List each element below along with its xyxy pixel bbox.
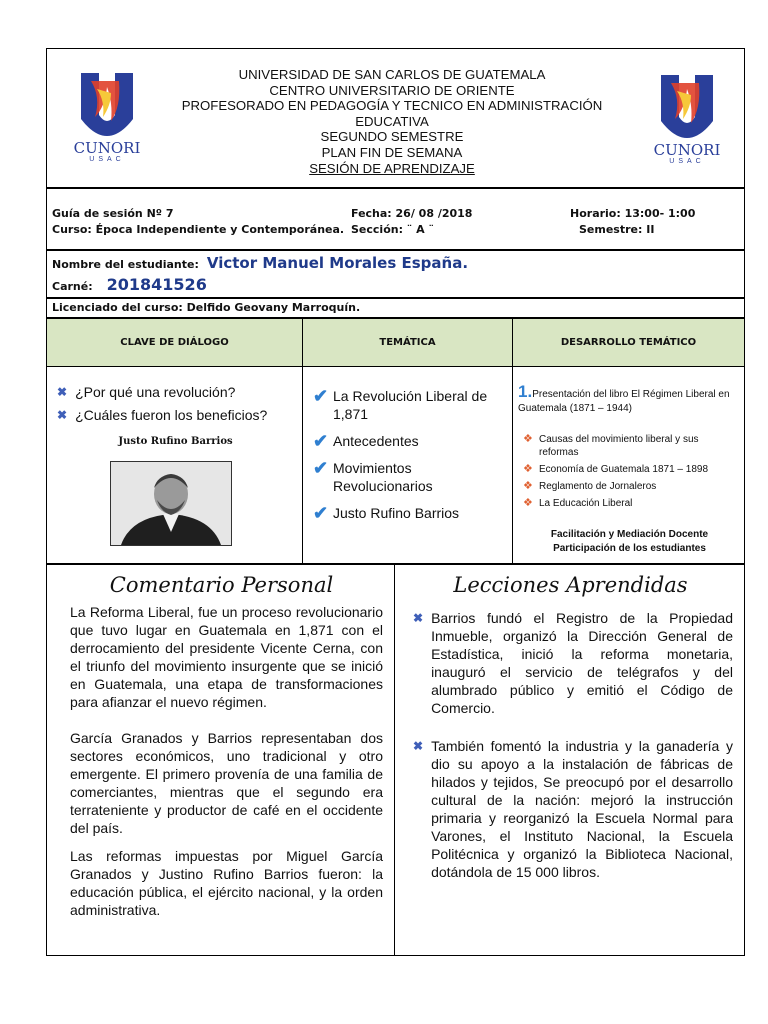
licenciado-row <box>46 298 745 318</box>
comentario-paragraph: La Reforma Liberal, fue un proceso revolucionario que tuvo lugar en Guatemala en 1,871 con el derrocamiento del presidente Vicente Cerna, con el triunfo del movimiento insurgente que se inició en Guatemala, una etapa de transformaciones para afianzar el nuevo régimen. <box>70 604 383 710</box>
logo-text-right: CUNORI <box>653 141 721 159</box>
desarrollo-cell <box>512 366 745 564</box>
licenciado-label: Licenciado del curso: Delfido Geovany Marroquín. <box>52 301 361 314</box>
question-item <box>57 383 267 402</box>
desarrollo-number: 1. <box>518 382 533 401</box>
student-name-line <box>52 254 468 272</box>
desarrollo-item <box>523 497 739 510</box>
diamond-bullet-icon: ❖ <box>523 433 533 445</box>
desarrollo-intro: Presentación del libro El Régimen Liberal en Guatemala (1871 – 1944) <box>518 389 730 414</box>
tematica-text: Movimientos Revolucionarios <box>333 460 433 494</box>
leccion-text: Barrios fundó el Registro de la Propiedad Inmueble, organizó la Dirección General de Estadística, inició la reforma monetaria, inauguró el servicio de telégrafos y del alumbrado público y emitió el Código de Comercio. <box>431 610 733 716</box>
desarrollo-intro-line <box>518 382 740 416</box>
tematica-text: Antecedentes <box>333 433 419 449</box>
tematica-text: La Revolución Liberal de 1,871 <box>333 388 488 422</box>
header-plan: PLAN FIN DE SEMANA <box>321 144 463 160</box>
desarrollo-item-text: Economía de Guatemala 1871 – 1898 <box>539 464 709 475</box>
col-header-desarrollo: DESARROLLO TEMÁTICO <box>512 318 745 367</box>
cunori-logo-right <box>641 69 733 169</box>
carne-label: Carné: <box>52 280 93 293</box>
tematica-item <box>313 504 507 522</box>
diamond-bullet-icon: ❖ <box>523 463 533 475</box>
checkmark-icon: ✔ <box>313 458 329 478</box>
x-bullet-icon: ✖ <box>57 385 68 399</box>
tematica-item <box>313 459 507 495</box>
portrait-image-icon <box>111 462 231 545</box>
question-item <box>57 406 267 425</box>
header-program: PROFESORADO EN PEDAGOGÍA Y TECNICO EN ADMINISTRACIÓN <box>181 98 603 114</box>
col-header-tematica: TEMÁTICA <box>302 318 513 367</box>
header-text <box>157 67 627 176</box>
lecciones-aprendidas-section <box>394 564 745 956</box>
student-name-label: Nombre del estudiante: <box>52 258 199 271</box>
semestre-label: Semestre: II <box>579 223 655 236</box>
col-header-clave: CLAVE DE DIÁLOGO <box>46 318 303 367</box>
logo-text-left: CUNORI <box>73 139 141 157</box>
comentario-title: Comentario Personal <box>109 573 334 597</box>
seccion-label: Sección: ¨ A ¨ <box>351 223 434 236</box>
carne-value: 201841526 <box>106 275 207 294</box>
clave-cell <box>46 366 303 564</box>
carne-line <box>52 275 207 294</box>
tematica-item <box>313 432 507 450</box>
leccion-item <box>413 737 733 881</box>
tematica-cell <box>302 366 513 564</box>
tematica-item <box>313 387 507 423</box>
comentario-paragraph: García Granados y Barrios representaban dos sectores económicos, uno tradicional y otro emergente. El primero provenía de una familia de comerciantes, mientras que el segundo era terrateniente y productor de café en el occidente del país. <box>70 730 383 836</box>
desarrollo-item <box>523 433 739 459</box>
student-name: Victor Manuel Morales España. <box>206 254 469 272</box>
leccion-item <box>413 609 733 717</box>
header-program-2: EDUCATIVA <box>355 113 429 129</box>
checkmark-icon: ✔ <box>313 431 329 451</box>
desarrollo-item <box>523 463 739 476</box>
horario-label: Horario: 13:00- 1:00 <box>570 207 696 220</box>
participacion-label: Participación de los estudiantes <box>553 543 706 554</box>
cunori-logo-left <box>61 67 153 167</box>
session-info-row <box>46 188 745 250</box>
comentario-paragraph: Las reformas impuestas por Miguel García Granados y Justino Rufino Barrios fueron: la educación pública, el ejército nacional, y la orden administrativa. <box>70 848 383 918</box>
comentario-personal-section <box>46 564 395 956</box>
diamond-bullet-icon: ❖ <box>523 497 533 509</box>
checkmark-icon: ✔ <box>313 386 329 406</box>
header-session-title: SESIÓN DE APRENDIZAJE <box>309 160 475 176</box>
header-semester: SEGUNDO SEMESTRE <box>320 129 464 145</box>
logo-sub-left: USAC <box>89 156 125 163</box>
question-text: ¿Por qué una revolución? <box>75 384 236 400</box>
logo-sub-right: USAC <box>669 158 705 165</box>
x-bullet-icon: ✖ <box>57 408 68 422</box>
header-center: CENTRO UNIVERSITARIO DE ORIENTE <box>269 82 515 98</box>
question-text: ¿Cuáles fueron los beneficios? <box>75 407 268 423</box>
desarrollo-item-text: La Educación Liberal <box>539 498 633 509</box>
checkmark-icon: ✔ <box>313 503 329 523</box>
lecciones-title: Lecciones Aprendidas <box>453 573 688 597</box>
student-row <box>46 250 745 298</box>
barrios-portrait <box>110 461 232 546</box>
guia-label: Guía de sesión Nº 7 <box>52 207 174 220</box>
desarrollo-item-text: Reglamento de Jornaleros <box>539 481 657 492</box>
header-block <box>46 48 745 188</box>
facilitacion-label: Facilitación y Mediación Docente <box>550 529 709 540</box>
header-university: UNIVERSIDAD DE SAN CARLOS DE GUATEMALA <box>238 67 546 82</box>
desarrollo-item <box>523 480 739 493</box>
curso-label: Curso: Época Independiente y Contemporánea. <box>52 223 345 236</box>
tematica-text: Justo Rufino Barrios <box>333 505 460 521</box>
leccion-text: También fomentó la industria y la ganadería y dio su apoyo a la instalación de fábricas de hilados y tejidos, Se preocupó por el desarrollo cultural de la nación: mejoró la instrucción primaria y reorganizó la Escuela Normal para Varones, el Instituto Nacional, la Escuela Politécnica y organizó la Biblioteca Nacional, dotándola de 15 000 libros. <box>431 738 733 880</box>
diamond-bullet-icon: ❖ <box>523 480 533 492</box>
portrait-caption: Justo Rufino Barrios <box>118 436 233 447</box>
fecha-label: Fecha: 26/ 08 /2018 <box>351 207 473 220</box>
x-bullet-icon: ✖ <box>413 611 424 625</box>
desarrollo-item-text: Causas del movimiento liberal y sus reformas <box>539 434 699 458</box>
x-bullet-icon: ✖ <box>413 739 424 753</box>
